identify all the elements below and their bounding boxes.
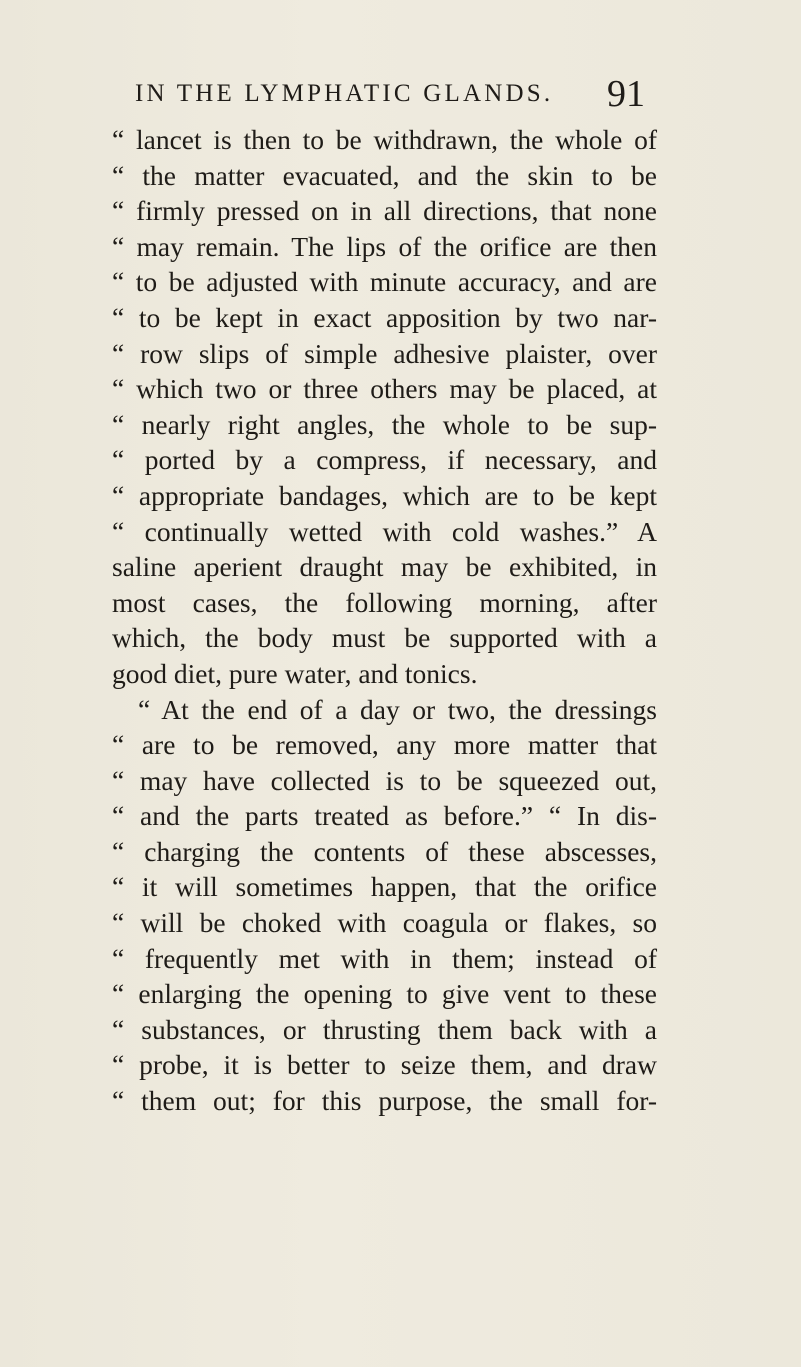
- text-line: “ them out; for this purpose, the small for-: [112, 1085, 657, 1117]
- page-number: 91: [607, 73, 645, 115]
- running-head: [135, 72, 645, 116]
- text-line: “ it will sometimes happen, that the orifice: [112, 871, 657, 903]
- text-line: saline aperient draught may be exhibited, in: [112, 551, 657, 583]
- text-line: “ are to be removed, any more matter that: [112, 729, 657, 761]
- text-line: good diet, pure water, and tonics.: [112, 657, 478, 689]
- text-line: which, the body must be supported with a: [112, 622, 657, 654]
- text-line: “ and the parts treated as before.” “ In dis-: [112, 800, 657, 832]
- text-line: “ may remain. The lips of the orifice are then: [112, 230, 657, 262]
- text-line: “ ported by a compress, if necessary, and: [112, 444, 657, 476]
- text-line: “ firmly pressed on in all directions, that none: [112, 195, 657, 227]
- text-line: “ frequently met with in them; instead of: [112, 942, 657, 974]
- text-line: “ lancet is then to be withdrawn, the whole of: [112, 124, 657, 155]
- text-line: “ substances, or thrusting them back with a: [112, 1013, 657, 1045]
- text-line: “ row slips of simple adhesive plaister, over: [112, 337, 657, 369]
- running-title: IN THE LYMPHATIC GLANDS.: [135, 80, 554, 107]
- text-line: “ At the end of a day or two, the dressings: [138, 693, 657, 725]
- text-line: “ appropriate bandages, which are to be kept: [112, 479, 657, 511]
- text-line: “ continually wetted with cold washes.” A: [112, 515, 657, 547]
- text-line: most cases, the following morning, after: [112, 586, 657, 618]
- text-line: “ charging the contents of these abscesses,: [112, 835, 657, 867]
- text-line: “ may have collected is to be squeezed out,: [112, 764, 657, 796]
- text-line: “ will be choked with coagula or flakes, so: [112, 907, 657, 939]
- text-line: “ nearly right angles, the whole to be sup-: [112, 408, 657, 440]
- body-text: [112, 122, 657, 1119]
- text-line: “ to be kept in exact apposition by two nar-: [112, 301, 657, 333]
- text-line: “ to be adjusted with minute accuracy, and are: [112, 266, 657, 298]
- text-line: “ probe, it is better to seize them, and draw: [112, 1049, 657, 1081]
- text-line: “ the matter evacuated, and the skin to be: [112, 159, 657, 191]
- text-line: “ which two or three others may be placed, at: [112, 373, 657, 405]
- text-line: “ enlarging the opening to give vent to these: [112, 978, 657, 1010]
